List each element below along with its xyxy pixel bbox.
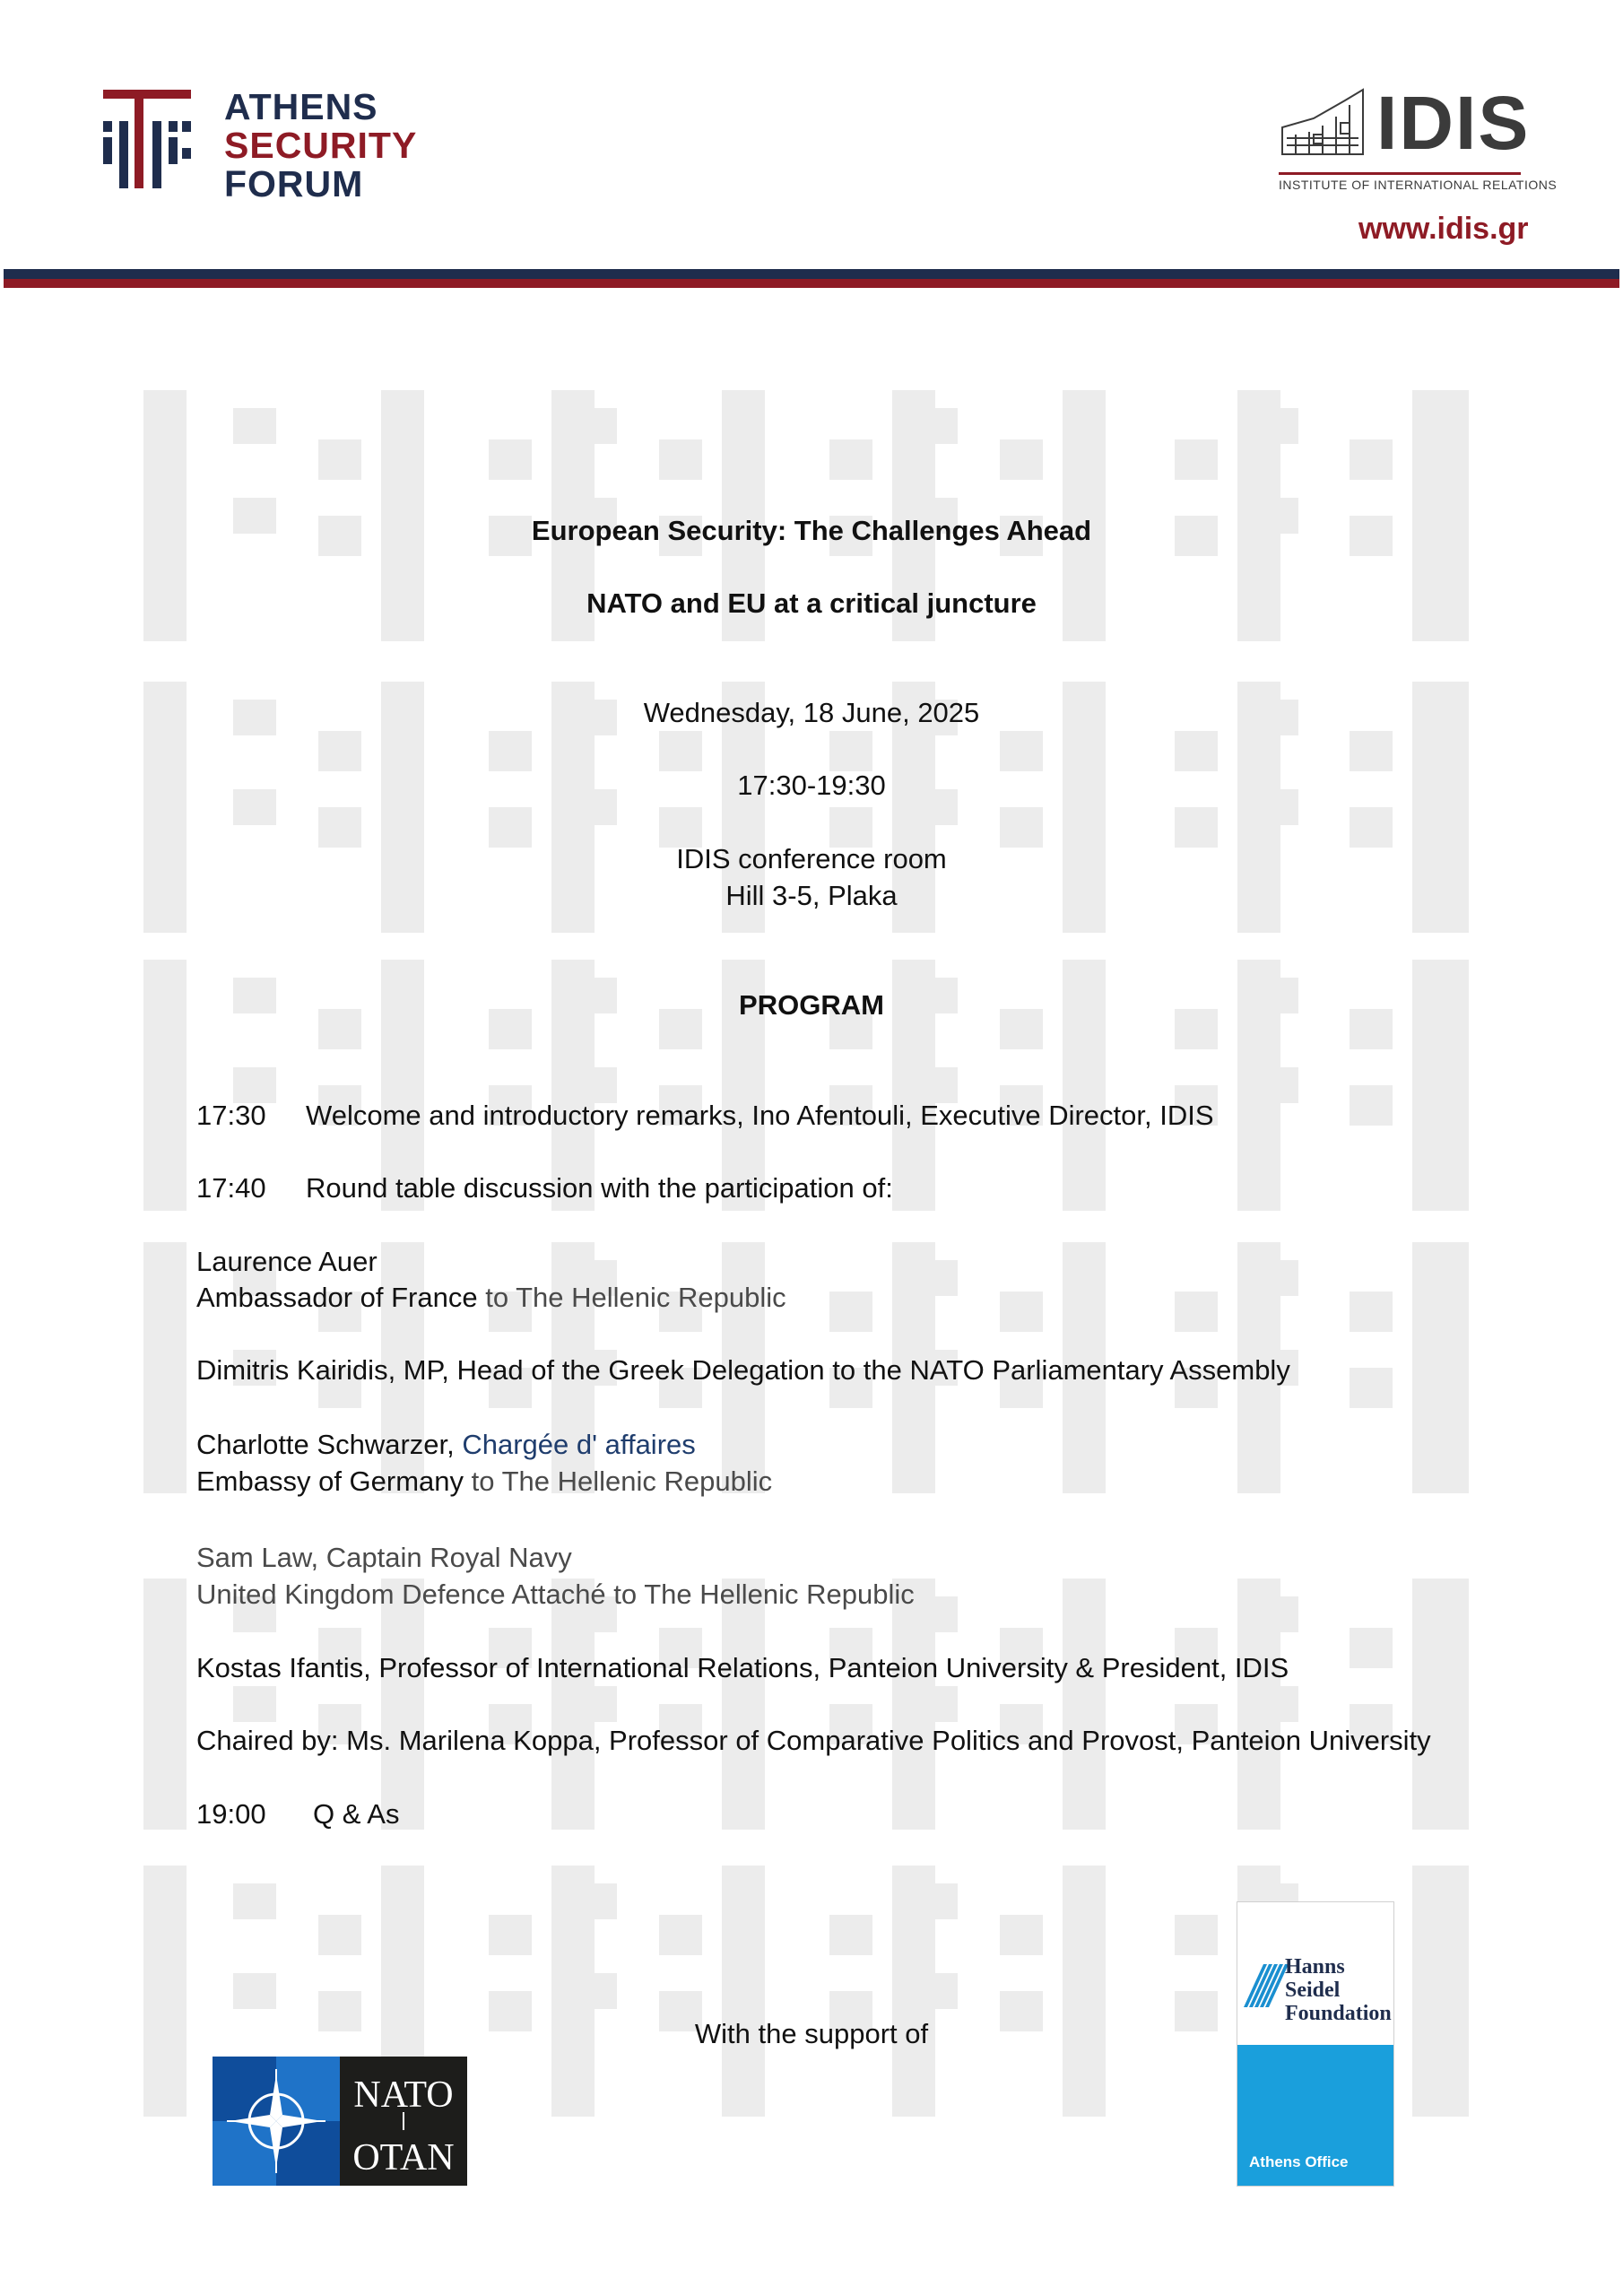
- watermark-bar: [722, 1866, 765, 2117]
- watermark-bar: [318, 1915, 361, 1955]
- watermark-bar: [318, 731, 361, 771]
- watermark-bar: [489, 439, 532, 480]
- watermark-bar: [1426, 1578, 1469, 1830]
- nato-line2: OTAN: [352, 2137, 455, 2179]
- watermark-bar: [1175, 731, 1218, 771]
- watermark-bar: [1255, 1596, 1298, 1632]
- watermark-bar: [1255, 1260, 1298, 1296]
- speaker-3-name: [196, 1427, 696, 1463]
- hss-line1: Hanns: [1285, 1955, 1345, 1979]
- watermark-bar: [829, 439, 872, 480]
- watermark-bar: [722, 1578, 765, 1830]
- program-text: Q & As: [313, 1798, 400, 1830]
- speaker-1-role-a: Ambassador of France: [196, 1282, 486, 1313]
- idis-rule: [1279, 172, 1521, 175]
- hss-line3: Foundation: [1285, 2002, 1392, 2025]
- support-text: With the support of: [694, 2018, 929, 2049]
- speaker-3-role-b: to The Hellenic Republic: [471, 1465, 773, 1497]
- watermark-bar: [381, 1578, 424, 1830]
- asf-line2: SECURITY: [224, 125, 418, 166]
- watermark-bar: [1350, 1292, 1393, 1332]
- watermark-bar: [659, 439, 702, 480]
- watermark-bar: [1000, 1292, 1043, 1332]
- event-title: European Security: The Challenges Ahead: [531, 515, 1092, 546]
- watermark-bar: [574, 408, 617, 444]
- program-time: 19:00: [196, 1798, 266, 1830]
- speaker-3-title: Chargée d' affaires: [462, 1429, 696, 1460]
- speaker-5: Kostas Ifantis, Professor of International Relations, Panteion University & President, IDIS: [196, 1652, 1289, 1683]
- event-address: Hill 3-5, Plaka: [725, 880, 898, 911]
- speaker-3-role: [196, 1464, 772, 1500]
- watermark-bar: [1350, 1368, 1393, 1408]
- speaker-4-role: United Kingdom Defence Attaché to The Hellenic Republic: [196, 1578, 915, 1610]
- program-item-roundtable: [196, 1170, 893, 1206]
- hanns-seidel-foundation-logo: [1237, 1901, 1394, 2187]
- watermark-bar: [233, 1883, 276, 1919]
- watermark-bar: [915, 1686, 958, 1722]
- watermark-bar: [233, 408, 276, 444]
- chair: Chaired by: Ms. Marilena Koppa, Professor of Comparative Politics and Provost, Panteion University: [196, 1725, 1431, 1756]
- watermark-bar: [1000, 731, 1043, 771]
- speaker-2: Dimitris Kairidis, MP, Head of the Greek Delegation to the NATO Parliamentary Assembly: [196, 1354, 1290, 1386]
- watermark-bar: [1000, 439, 1043, 480]
- asf-line3: FORUM: [224, 163, 364, 204]
- watermark-bar: [659, 1915, 702, 1955]
- watermark-bar: [143, 1242, 187, 1493]
- hss-office: Athens Office: [1249, 2153, 1349, 2170]
- watermark-bar: [1350, 1085, 1393, 1126]
- watermark-bar: [915, 1260, 958, 1296]
- watermark-bar: [143, 1866, 187, 2117]
- watermark-bar: [915, 1973, 958, 2009]
- watermark-bar: [1000, 1915, 1043, 1955]
- watermark-bar: [1063, 1578, 1106, 1830]
- watermark-bar: [1175, 1915, 1218, 1955]
- event-time: 17:30-19:30: [737, 770, 886, 801]
- asf-line1: ATHENS: [224, 86, 378, 127]
- event-venue: IDIS conference room: [676, 843, 947, 874]
- watermark-bar: [915, 1596, 958, 1632]
- watermark-bar: [318, 439, 361, 480]
- watermark-bar: [233, 1686, 276, 1722]
- watermark-bar: [1350, 439, 1393, 480]
- idis-wordmark: IDIS: [1376, 81, 1531, 165]
- program-heading: PROGRAM: [739, 989, 884, 1021]
- nato-compass-icon: [213, 2057, 467, 2186]
- watermark-bar: [1426, 1242, 1469, 1493]
- watermark-bar: [1255, 1686, 1298, 1722]
- watermark-bar: [233, 1973, 276, 2009]
- speaker-3-role-a: Embassy of Germany: [196, 1465, 472, 1497]
- asf-wordmark: [224, 88, 417, 204]
- speaker-4-name: Sam Law, Captain Royal Navy: [196, 1542, 572, 1573]
- watermark-bar: [1350, 1628, 1393, 1668]
- program-time: 17:30: [196, 1100, 266, 1131]
- speaker-1-role: [196, 1280, 786, 1316]
- watermark-bar: [1063, 1866, 1106, 2117]
- watermark-bar: [1175, 439, 1218, 480]
- program-text: Round table discussion with the participation of:: [306, 1172, 893, 1204]
- watermark-bar: [574, 1973, 617, 2009]
- watermark-bar: [1255, 408, 1298, 444]
- nato-line1: NATO: [353, 2074, 454, 2116]
- watermark-bar: [143, 1578, 187, 1830]
- header-divider-red: [4, 279, 1619, 288]
- watermark-bar: [489, 731, 532, 771]
- watermark-bar: [574, 1686, 617, 1722]
- speaker-1-role-b: to The Hellenic Republic: [485, 1282, 786, 1313]
- speaker-3-name-text: Charlotte Schwarzer,: [196, 1429, 463, 1460]
- watermark-bar: [829, 1292, 872, 1332]
- program-time: 17:40: [196, 1172, 266, 1204]
- program-item-welcome: [196, 1098, 1214, 1134]
- program-text: Welcome and introductory remarks, Ino Afentouli, Executive Director, IDIS: [306, 1100, 1214, 1131]
- watermark-bar: [829, 731, 872, 771]
- watermark-bar: [1350, 731, 1393, 771]
- program-item-qa: [196, 1796, 399, 1832]
- hss-stripes-icon: [1237, 1901, 1394, 2187]
- watermark-bar: [489, 1915, 532, 1955]
- hss-line2: Seidel: [1285, 1979, 1341, 2002]
- watermark-bar: [829, 1915, 872, 1955]
- watermark-bar: [1255, 1067, 1298, 1103]
- header-divider-navy: [4, 269, 1619, 279]
- watermark-bar: [915, 408, 958, 444]
- watermark-bar: [574, 1883, 617, 1919]
- nato-logo: [213, 2057, 467, 2186]
- speaker-1-name: Laurence Auer: [196, 1246, 378, 1277]
- watermark-bar: [659, 731, 702, 771]
- watermark-bar: [915, 1883, 958, 1919]
- event-date: Wednesday, 18 June, 2025: [643, 697, 980, 728]
- idis-subtitle: INSTITUTE OF INTERNATIONAL RELATIONS: [1279, 178, 1558, 192]
- watermark-bar: [1175, 1292, 1218, 1332]
- event-subtitle: NATO and EU at a critical juncture: [586, 587, 1037, 619]
- idis-website-link[interactable]: www.idis.gr: [1358, 212, 1529, 246]
- watermark-bar: [1426, 1866, 1469, 2117]
